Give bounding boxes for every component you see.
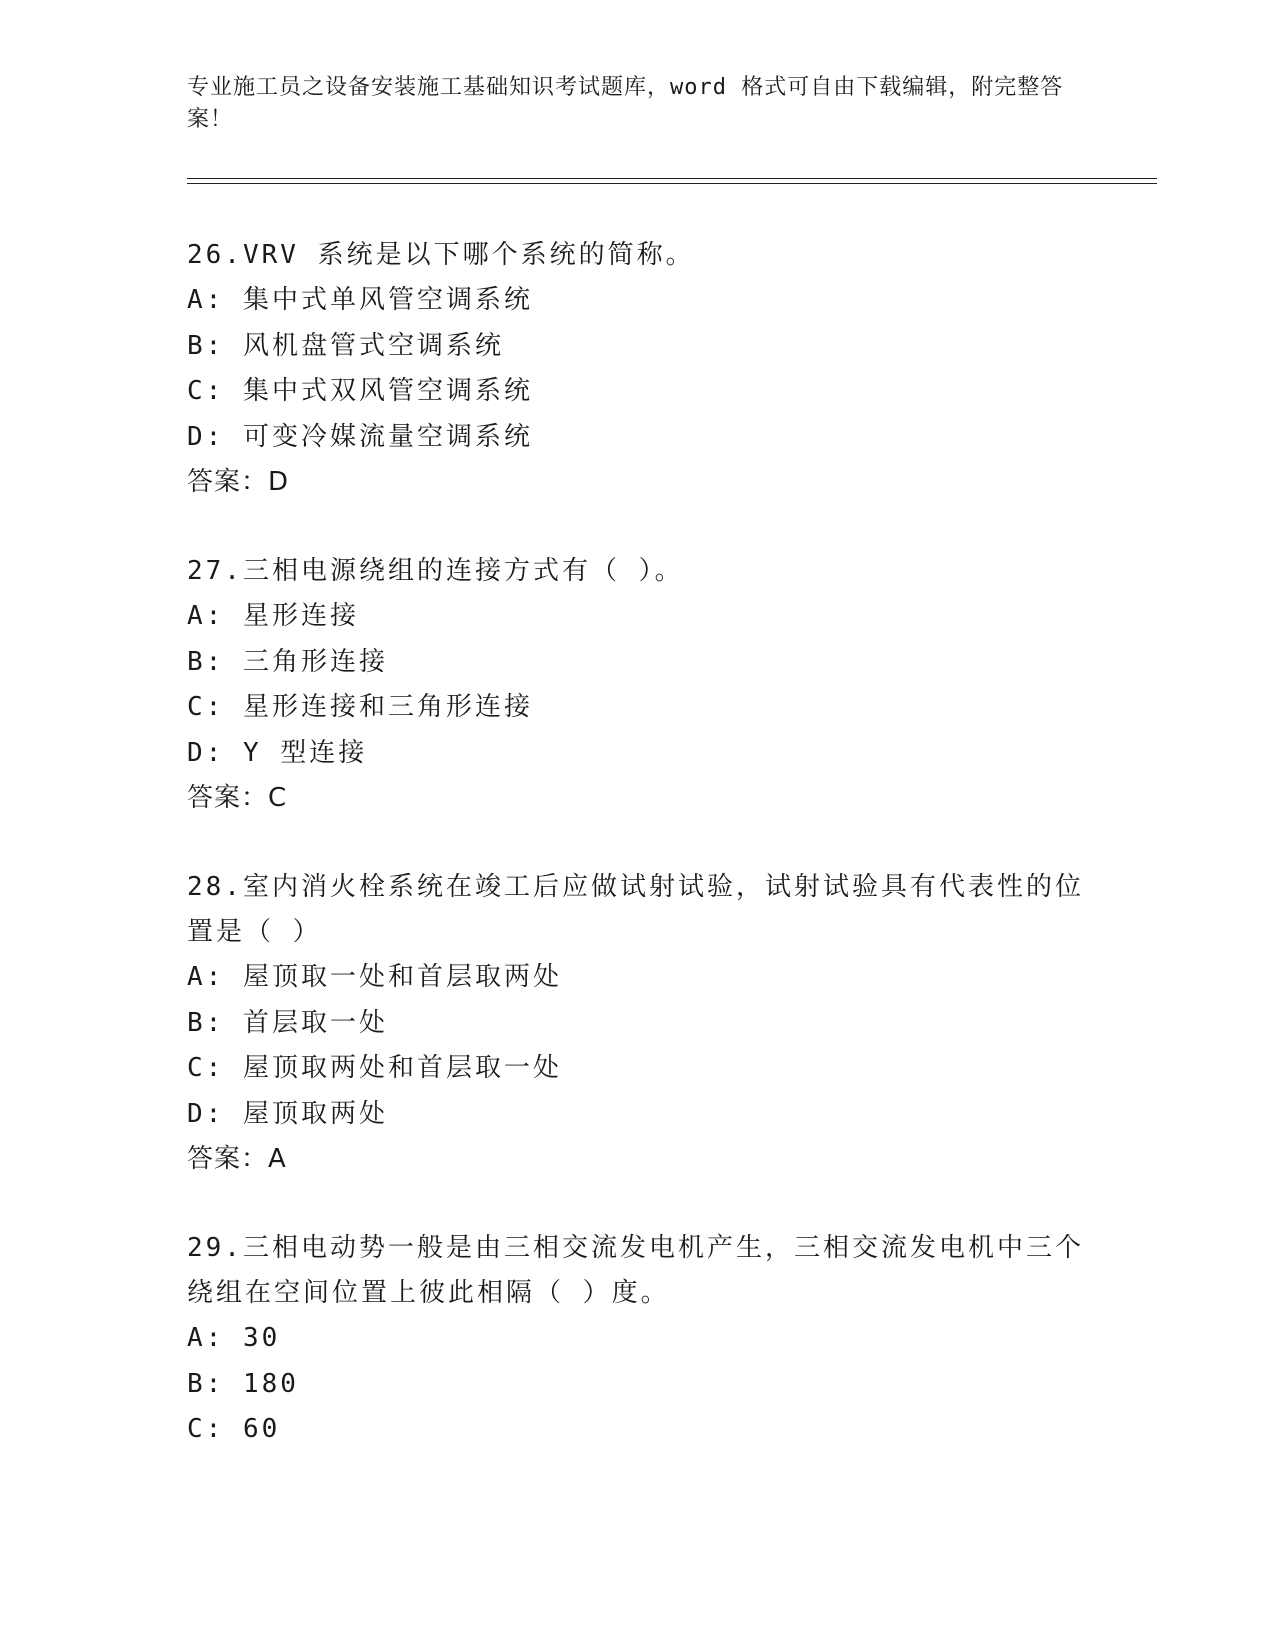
question-text: 26.VRV 系统是以下哪个系统的简称。 — [187, 240, 695, 270]
document-header — [187, 72, 1067, 136]
option-c: C: 集中式双风管空调系统 — [187, 376, 533, 406]
option-c: C: 60 — [187, 1414, 281, 1444]
option-b: B: 首层取一处 — [187, 1007, 388, 1038]
option-d: D: 屋顶取两处 — [187, 1098, 388, 1129]
option-a: A: 30 — [187, 1323, 281, 1353]
header-divider-bottom — [187, 183, 1157, 184]
header-divider-top — [187, 178, 1157, 179]
answer-text: 答案：D — [187, 467, 290, 497]
question-text: 29.三相电动势一般是由三相交流发电机产生，三相交流发电机中三个绕组在空间位置上彼此相隔（ ）度。 — [187, 1233, 1084, 1308]
option-b: B: 180 — [187, 1368, 299, 1399]
option-c: C: 屋顶取两处和首层取一处 — [187, 1053, 562, 1083]
option-a: A: 星形连接 — [187, 601, 359, 631]
header-text: 专业施工员之设备安装施工基础知识考试题库，word 格式可自由下载编辑，附完整答案！ — [187, 75, 1064, 132]
answer-text: 答案：A — [187, 1144, 287, 1174]
question-26 — [187, 233, 1087, 505]
answer-text: 答案：C — [187, 783, 288, 813]
question-28 — [187, 865, 1087, 1182]
question-text: 28.室内消火栓系统在竣工后应做试射试验，试射试验具有代表性的位置是（ ） — [187, 872, 1084, 947]
option-a: A: 屋顶取一处和首层取两处 — [187, 962, 562, 992]
option-a: A: 集中式单风管空调系统 — [187, 285, 533, 315]
option-d: D: Y 型连接 — [187, 737, 368, 768]
question-list — [187, 233, 1087, 1497]
question-27 — [187, 549, 1087, 821]
option-d: D: 可变冷媒流量空调系统 — [187, 421, 533, 452]
option-c: C: 星形连接和三角形连接 — [187, 692, 533, 722]
option-b: B: 风机盘管式空调系统 — [187, 330, 504, 361]
question-text: 27.三相电源绕组的连接方式有（ ）。 — [187, 556, 684, 586]
option-b: B: 三角形连接 — [187, 646, 388, 677]
question-29 — [187, 1226, 1087, 1453]
